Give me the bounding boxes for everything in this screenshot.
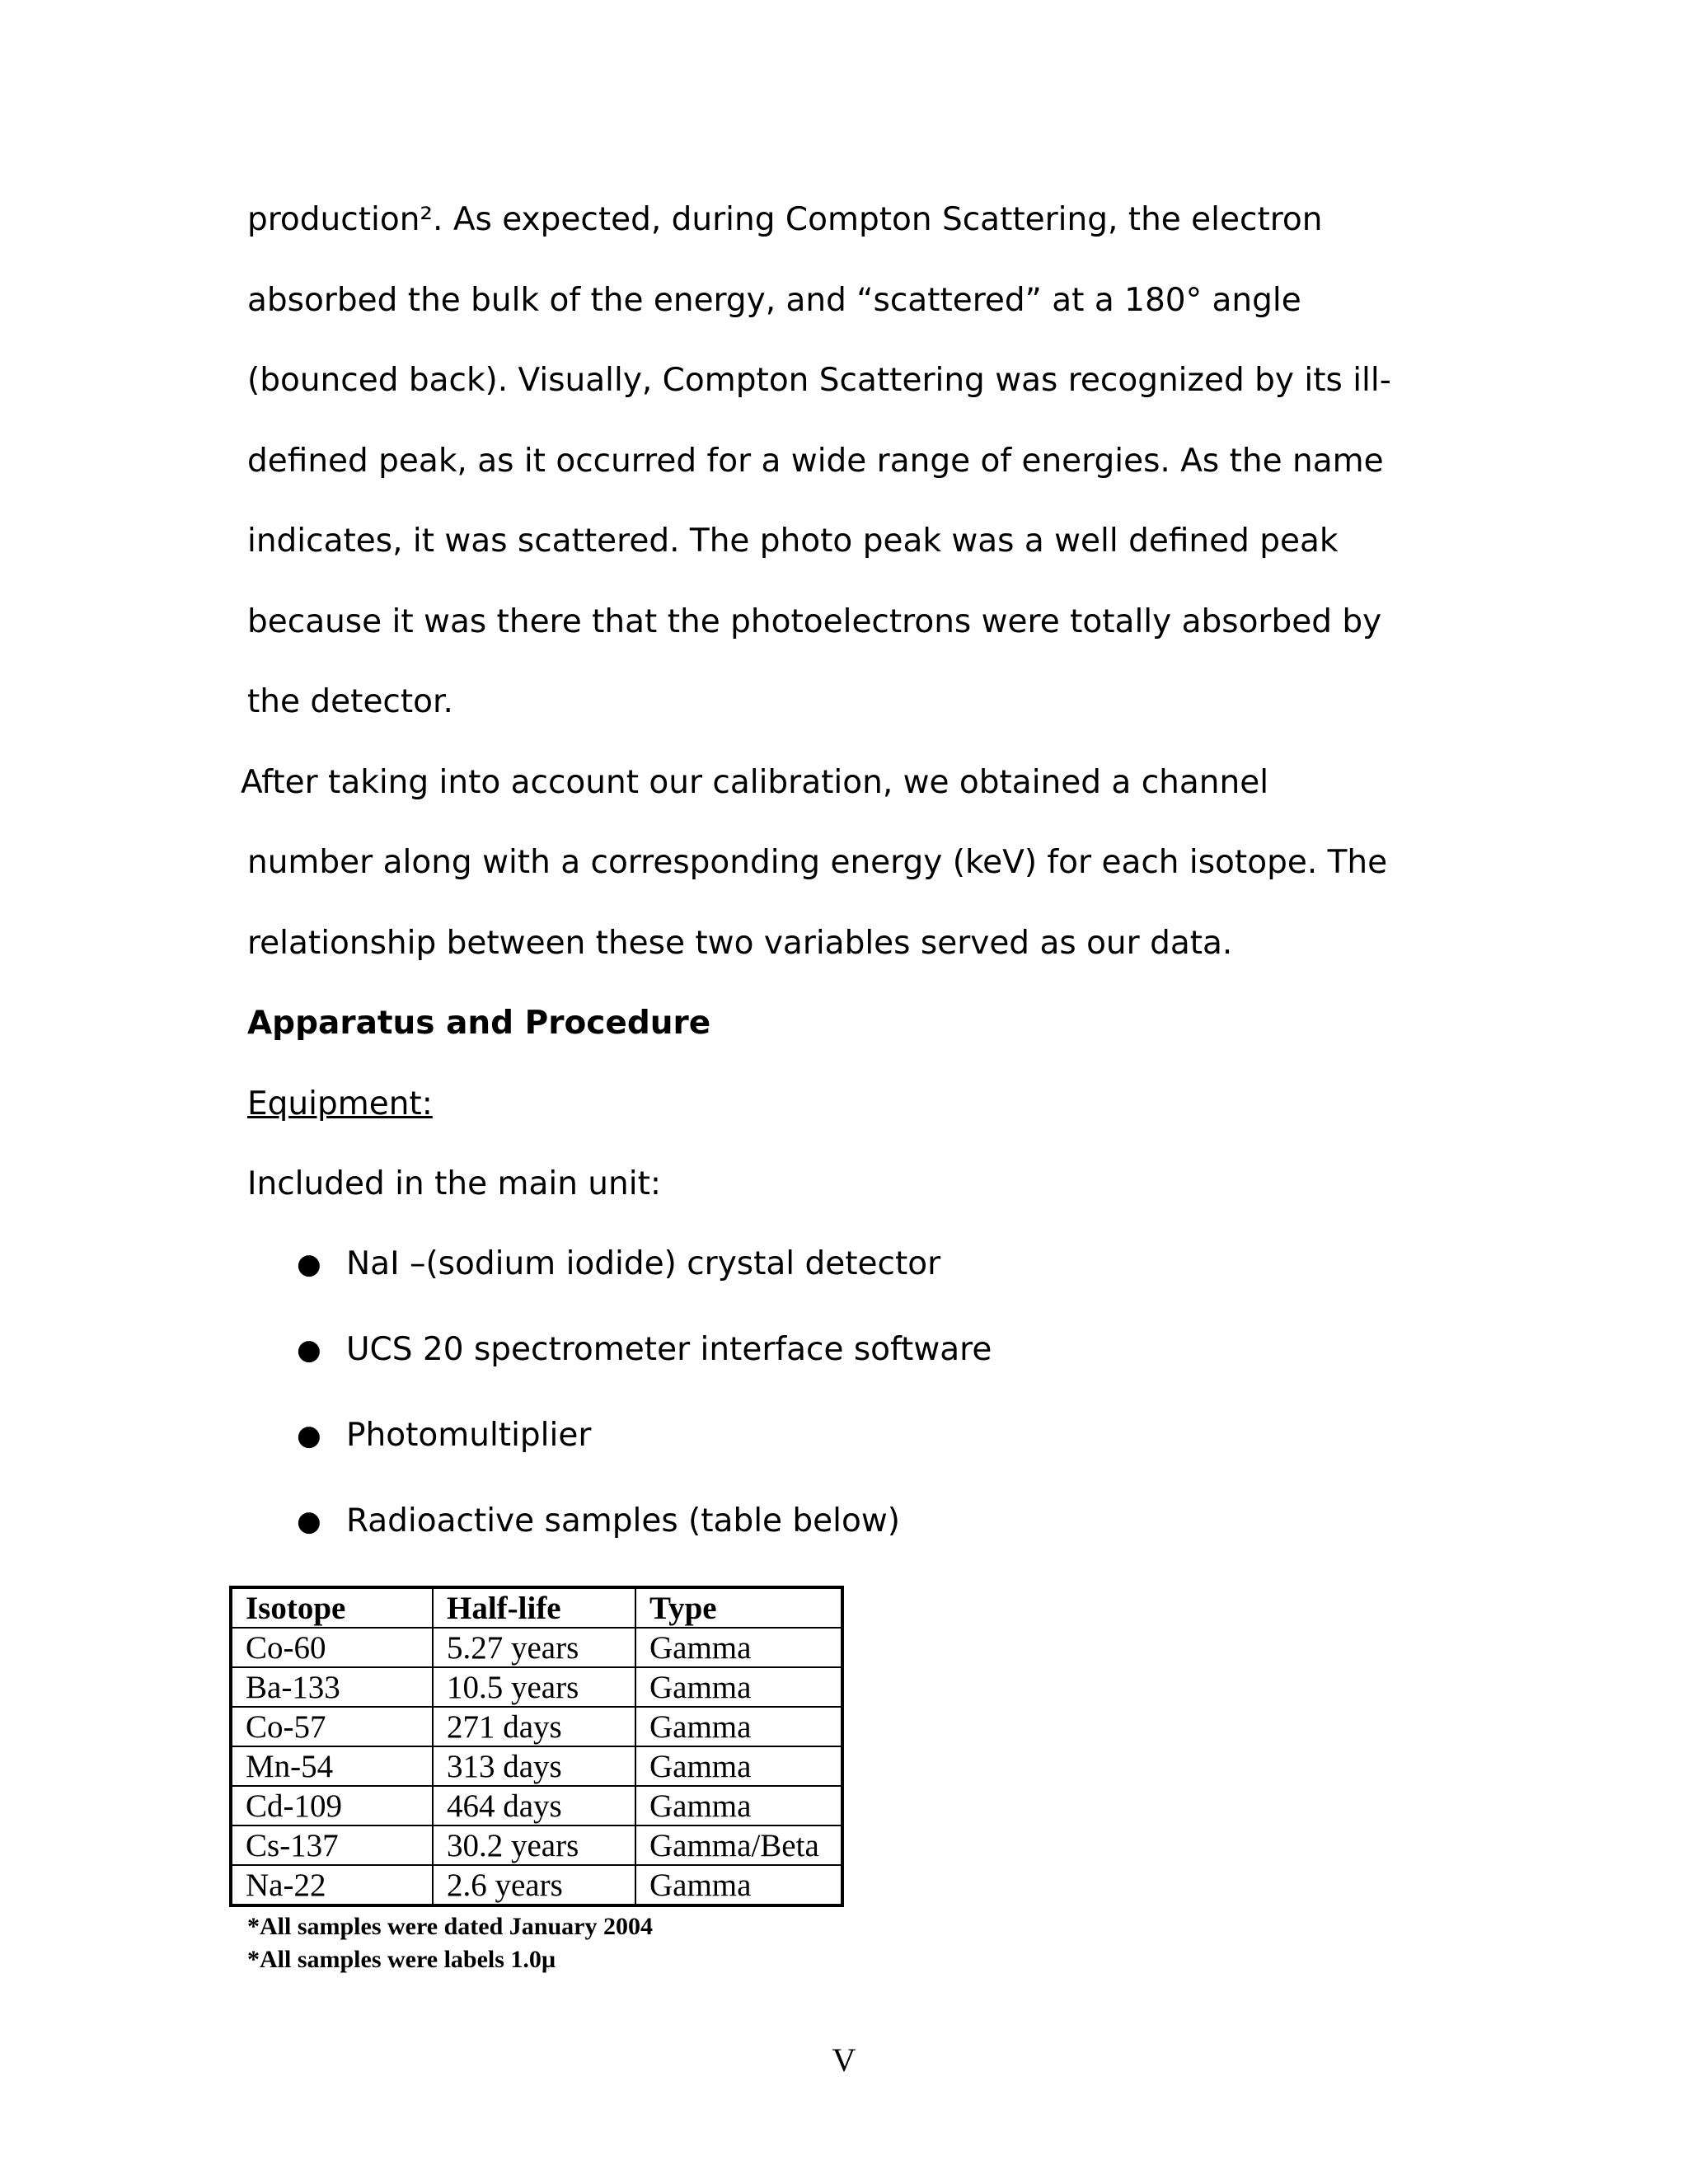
table-header-row [231,1587,842,1628]
body-line: because it was there that the photoelectrons were totally absorbed by [247,602,1382,640]
table-cell: Mn-54 [231,1746,433,1786]
table-cell: Gamma [635,1865,842,1905]
bullet-icon: ● [297,1419,321,1452]
body-line: number along with a corresponding energy (keV) for each isotope. The [247,844,1388,881]
table-cell: Gamma [635,1707,842,1746]
table-cell: 5.27 years [433,1628,635,1667]
table-cell: Cd-109 [231,1786,433,1825]
section-heading: Apparatus and Procedure [247,1005,711,1042]
samples-table [229,1586,844,1907]
body-line: production². As expected, during Compton Scattering, the electron [247,201,1323,238]
table-row [231,1865,842,1905]
body-text [241,180,1451,1225]
table-cell: Gamma [635,1628,842,1667]
table-notes [247,1910,653,1976]
table-cell: 10.5 years [433,1667,635,1707]
table-row [231,1786,842,1825]
table-header-cell: Isotope [231,1587,433,1628]
table-cell: Gamma [635,1746,842,1786]
bullet-icon: ● [297,1333,321,1366]
list-item: ● NaI –(sodium iodide) crystal detector [247,1221,992,1307]
table-cell: Gamma [635,1667,842,1707]
table-cell: Cs-137 [231,1825,433,1865]
equipment-label: Equipment: [247,1085,433,1122]
bullet-icon: ● [297,1248,321,1281]
table-cell: 313 days [433,1746,635,1786]
body-line: relationship between these two variables served as our data. [247,924,1233,962]
table-row [231,1746,842,1786]
table-cell: 271 days [433,1707,635,1746]
table-header-cell: Half-life [433,1587,635,1628]
table-row [231,1667,842,1707]
table-cell: 464 days [433,1786,635,1825]
included-text: Included in the main unit: [247,1165,662,1202]
body-line: the detector. [247,683,453,720]
table-row [231,1628,842,1667]
table-row [231,1707,842,1746]
table-cell: Gamma/Beta [635,1825,842,1865]
equipment-list [247,1221,992,1564]
list-item: ● Photomultiplier [247,1393,992,1479]
body-line: indicates, it was scattered. The photo peak was a well defined peak [247,523,1339,560]
body-line: (bounced back). Visually, Compton Scattering was recognized by its ill- [247,362,1391,399]
table-note: *All samples were dated January 2004 [247,1913,653,1940]
body-line: defined peak, as it occurred for a wide range of energies. As the name [247,442,1384,480]
table-cell: 30.2 years [433,1825,635,1865]
table-cell: Gamma [635,1786,842,1825]
table-cell: 2.6 years [433,1865,635,1905]
table-cell: Co-60 [231,1628,433,1667]
list-item: ● Radioactive samples (table below) [247,1479,992,1564]
table-row [231,1825,842,1865]
list-item: ● UCS 20 spectrometer interface software [247,1307,992,1393]
body-line: absorbed the bulk of the energy, and “scattered” at a 180° angle [247,281,1301,319]
table-cell: Ba-133 [231,1667,433,1707]
page-number: V [832,2041,856,2079]
table-note: *All samples were labels 1.0µ [247,1946,556,1973]
table-cell: Co-57 [231,1707,433,1746]
table-header-cell: Type [635,1587,842,1628]
bullet-icon: ● [297,1505,321,1538]
body-line: After taking into account our calibration, we obtained a channel [241,763,1269,801]
table-cell: Na-22 [231,1865,433,1905]
